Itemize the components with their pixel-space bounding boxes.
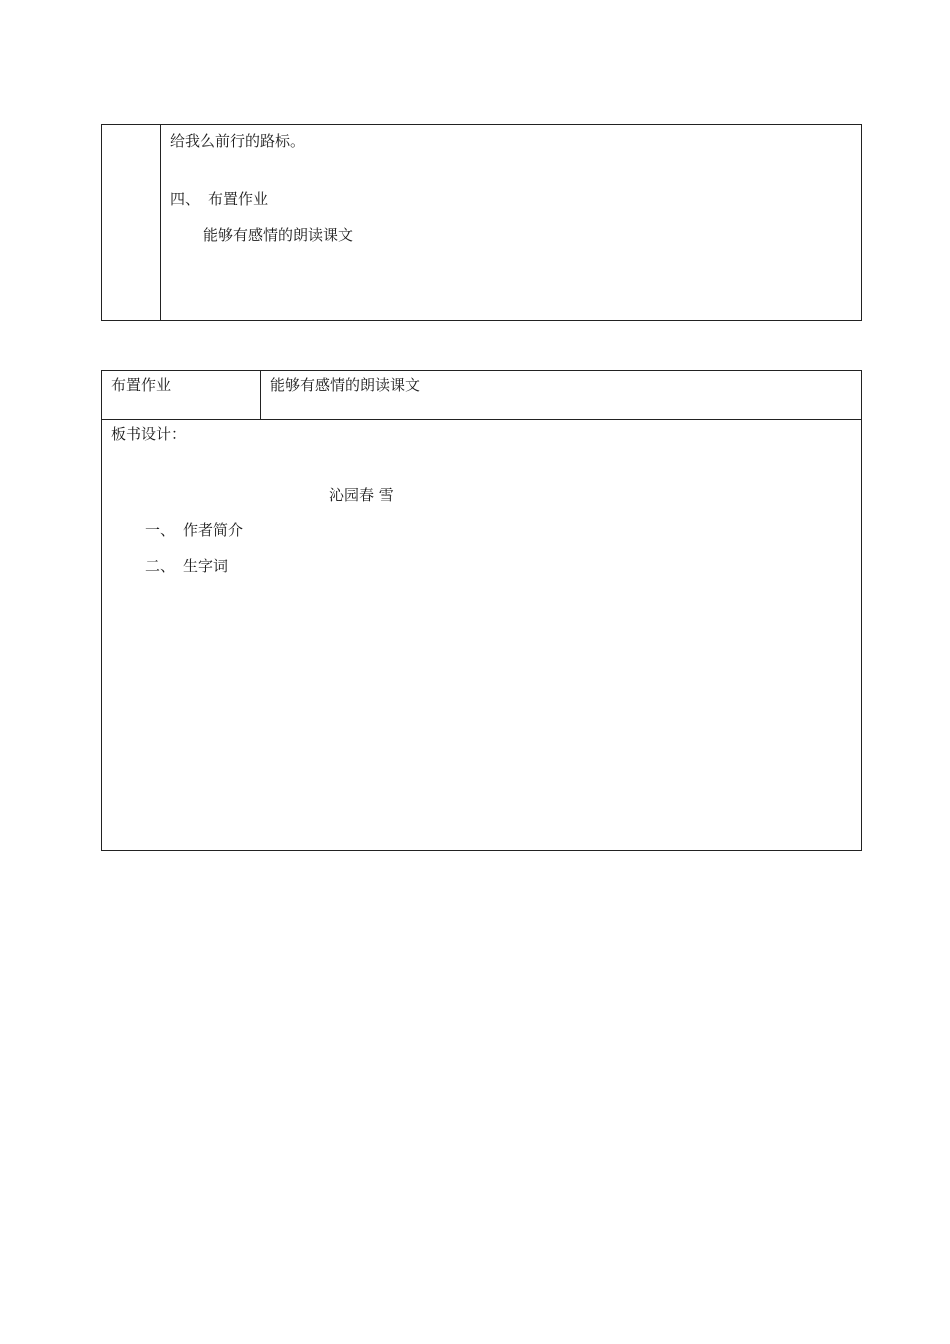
homework-board-table <box>101 370 862 851</box>
item-one-number: 一、 <box>145 521 176 539</box>
homework-row <box>102 371 861 420</box>
homework-label: 布置作业 <box>111 376 172 394</box>
item-two-number: 二、 <box>145 557 176 575</box>
homework-text: 能够有感情的朗读课文 <box>203 226 354 244</box>
text-line-signpost: 给我么前行的路标。 <box>170 132 306 150</box>
homework-value: 能够有感情的朗读课文 <box>270 376 421 394</box>
board-title: 沁园春 雪 <box>329 486 394 504</box>
item-one-text: 作者简介 <box>183 521 244 539</box>
column-divider <box>260 371 261 419</box>
section-four-number: 四、 <box>170 190 201 208</box>
section-four-title: 布置作业 <box>208 190 269 208</box>
item-two-text: 生字词 <box>183 557 229 575</box>
lesson-table-continued <box>101 124 862 321</box>
table-left-column <box>102 125 161 320</box>
board-design-label: 板书设计： <box>111 425 187 443</box>
